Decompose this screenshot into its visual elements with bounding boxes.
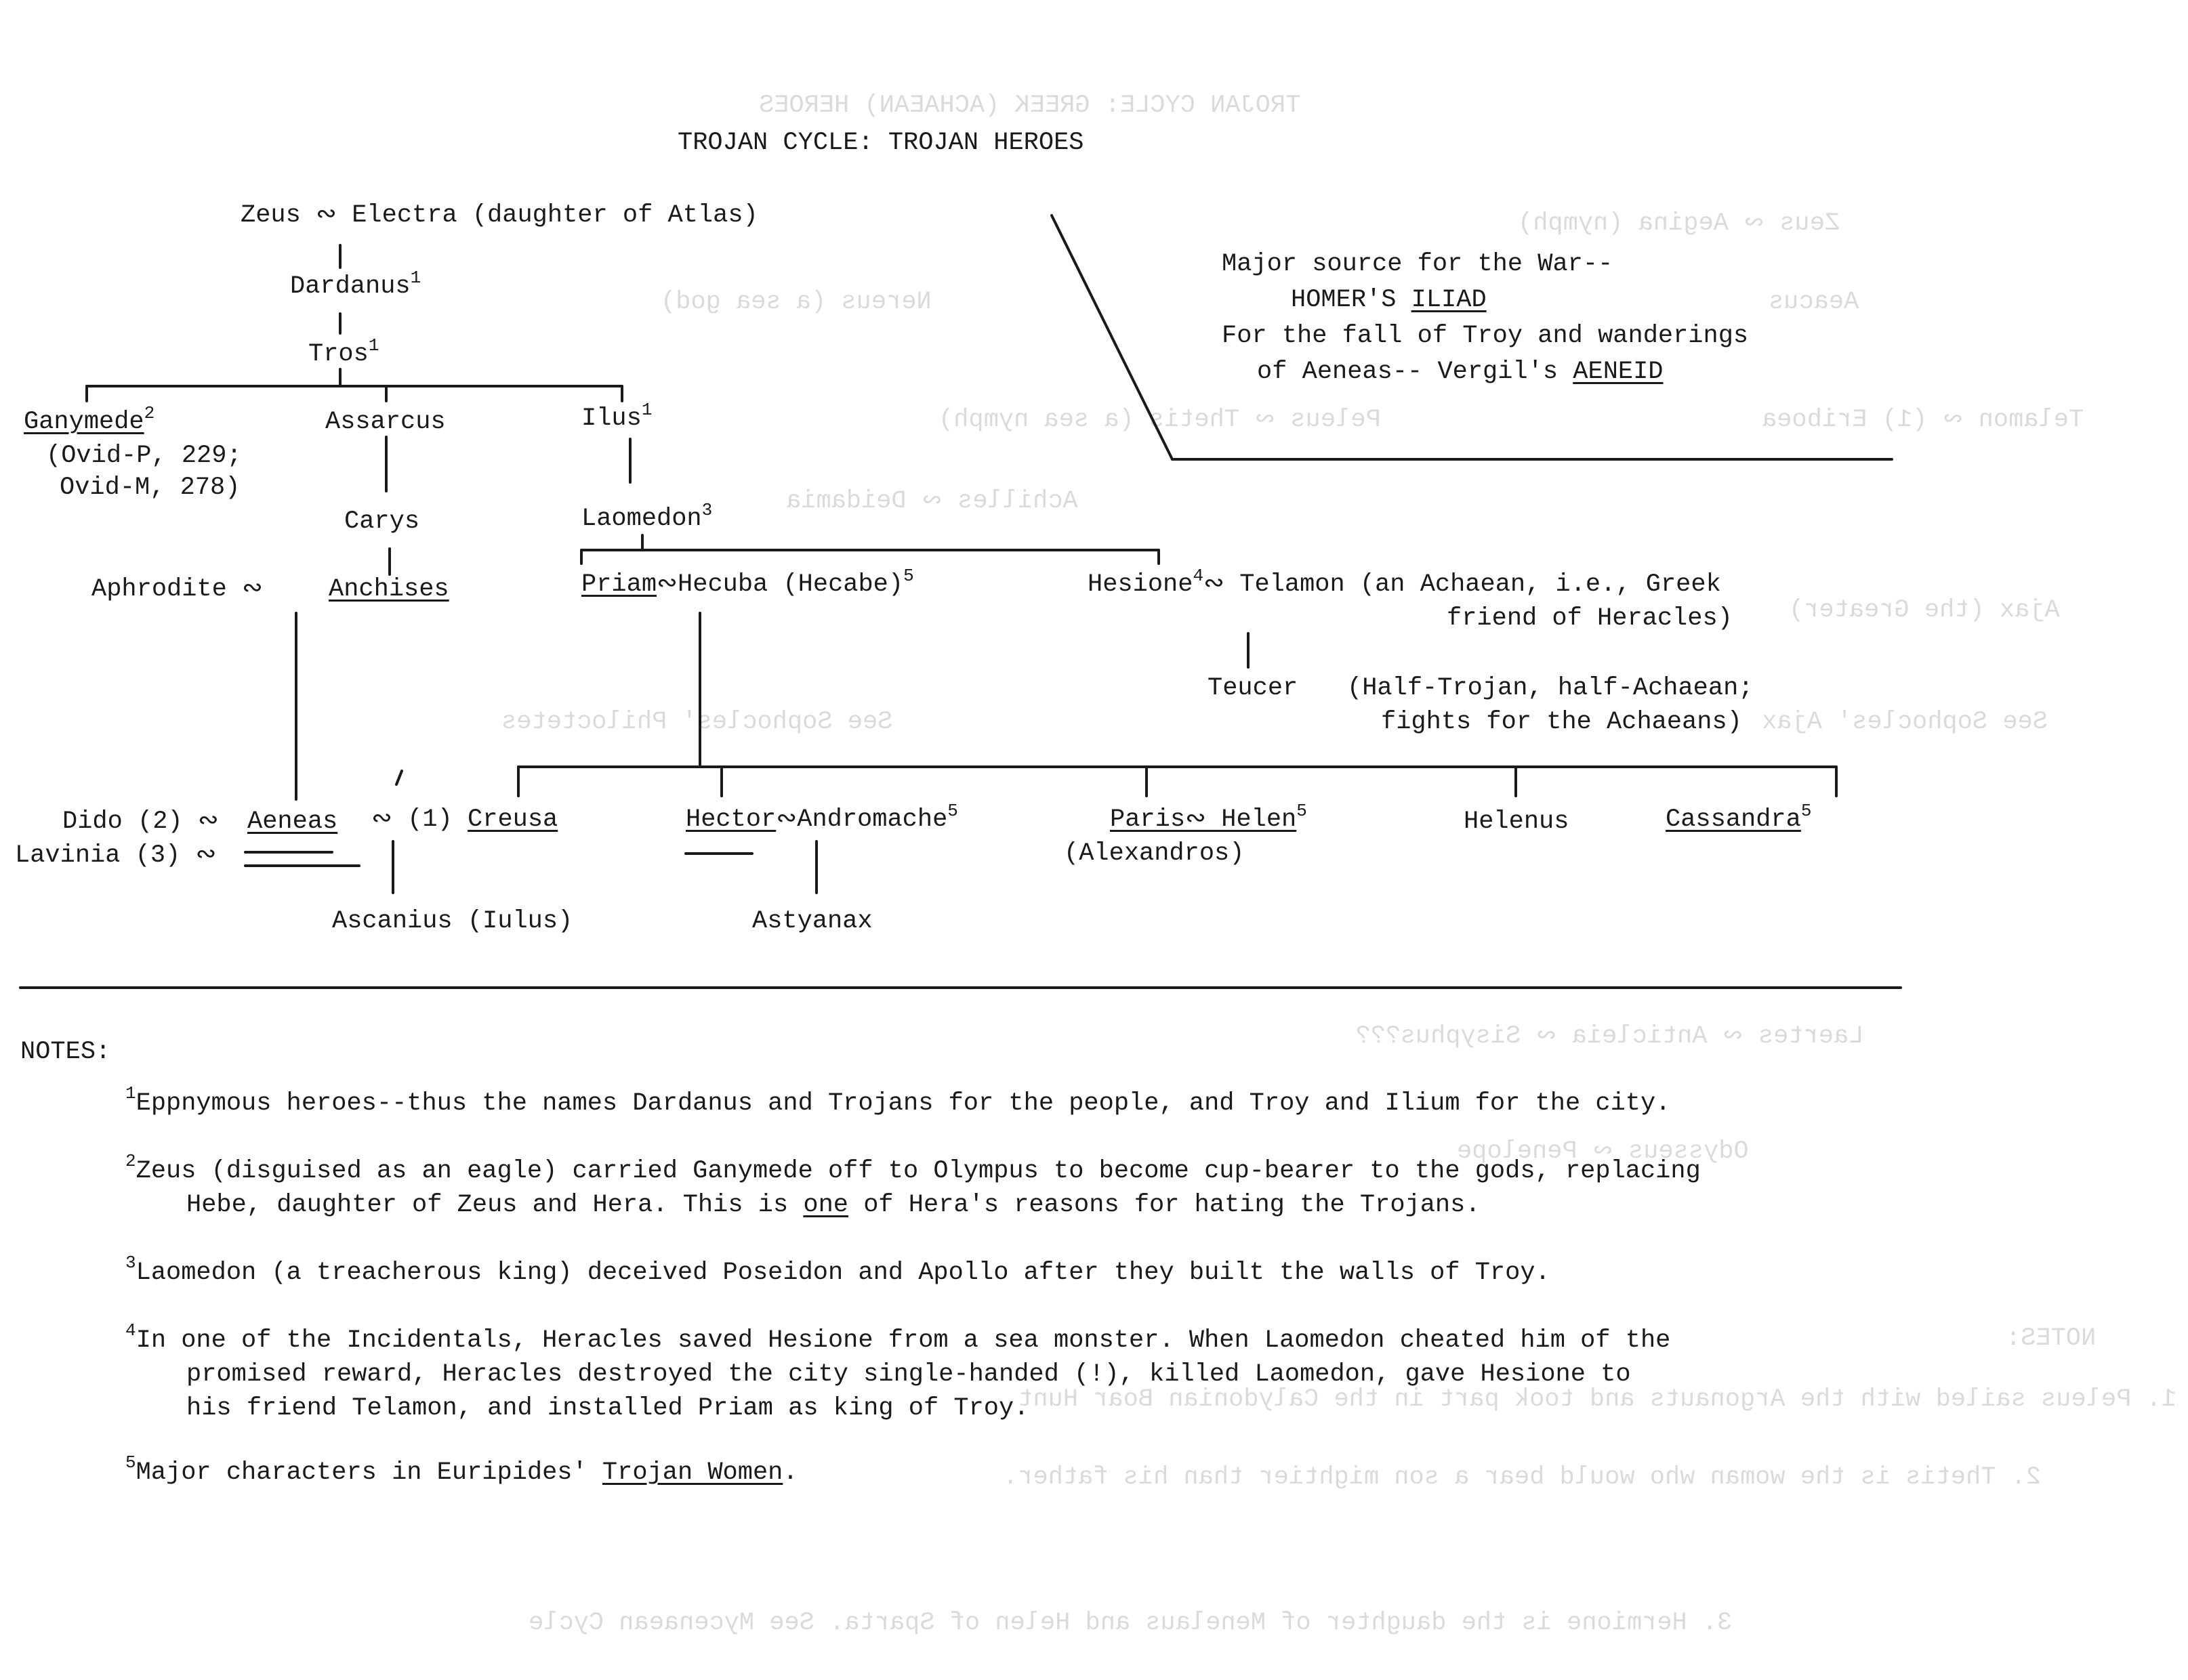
- node-ascanius: Ascanius (Iulus): [332, 907, 573, 936]
- source-line-1: Major source for the War--: [1222, 250, 1613, 278]
- node-teucer: Teucer: [1207, 674, 1298, 702]
- bleed-text: Ajax (the Greater): [1789, 596, 2060, 625]
- node-laomedon: Laomedon$^3$: [581, 500, 713, 533]
- bleed-title: TROJAN CYCLE: GREEK (ACHAEAN) HEROES: [759, 91, 1301, 120]
- bleed-text: 3. Hermione is the daughter of Menelaus and Helen of Sparta. See Mycenaean Cycle: [529, 1609, 1733, 1637]
- node-anchises: Anchises: [329, 575, 449, 604]
- node-andromache: ∾Andromache: [776, 805, 948, 834]
- bleed-text: Peleus ∾ Thetis (a sea nymph): [938, 406, 1381, 434]
- node-aeneas: Aeneas: [247, 807, 338, 836]
- node-paris: Paris: [1110, 805, 1186, 834]
- note-5: $^5$Major characters in Euripides' Trojan Women.: [125, 1452, 798, 1487]
- note-3: $^3$Laomedon (a treacherous king) deceived Poseidon and Apollo after they built the walls of Troy.: [125, 1253, 1550, 1287]
- node-ganymede: Ganymede$^2$: [24, 403, 155, 436]
- page-title: TROJAN CYCLE: TROJAN HEROES: [678, 129, 1084, 157]
- notes-heading: NOTES:: [20, 1038, 111, 1066]
- teucer-desc-2: fights for the Achaeans): [1381, 708, 1742, 736]
- source-line-3: For the fall of Troy and wanderings: [1222, 322, 1749, 350]
- bleed-text: NOTES:: [2006, 1324, 2097, 1353]
- bleed-text: Zeus ∾ Aegina (nymph): [1518, 209, 1840, 238]
- node-lavinia: Lavinia (3) ∾: [15, 841, 217, 870]
- node-priam-hecuba: [581, 566, 914, 599]
- node-astyanax: Astyanax: [752, 907, 873, 936]
- footnote-mark: 4: [1193, 566, 1204, 586]
- node-helenus: Helenus: [1464, 807, 1569, 836]
- node-hector-andromache: [686, 801, 958, 834]
- node-cassandra: Cassandra$^5$: [1666, 801, 1812, 834]
- node-carys: Carys: [344, 507, 420, 536]
- node-paris-helen: [1110, 801, 1307, 834]
- note-4: $^4$In one of the Incidentals, Heracles saved Hesione from a sea monster. When Laomedon cheated him of the promised reward, Heracles destroyed the city single-handed (!), killed Laomedon, gave Hesione to his friend Telamon, and installed Priam as king of Troy.: [125, 1320, 1671, 1423]
- node-assarcus: Assarcus: [325, 408, 446, 436]
- node-aphrodite: Aphrodite ∾: [91, 575, 264, 604]
- node-creusa: ∾ (1) Creusa: [371, 805, 558, 834]
- bleed-text: Laertes ∾ Anticleia ∾ Sisyphus???: [1355, 1022, 1864, 1051]
- ganymede-ref-2: Ovid-M, 278): [60, 474, 241, 502]
- node-hecuba: ∾Hecuba (Hecabe): [657, 570, 904, 599]
- node-telamon: ∾ Telamon (an Achaean, i.e., Greek: [1203, 570, 1721, 599]
- footnote-mark: 1: [641, 400, 653, 420]
- bleed-text: See Sophocles' Ajax: [1762, 708, 2048, 736]
- node-dardanus: Dardanus$^1$: [290, 268, 421, 301]
- source-line-4: of Aeneas-- Vergil's AENEID: [1257, 358, 1664, 386]
- node-hesione-telamon: [1088, 566, 1721, 599]
- bleed-text: Nereus (a sea god): [661, 288, 932, 316]
- telamon-desc: friend of Heracles): [1447, 604, 1733, 633]
- note-1: $^1$Eppnymous heroes--thus the names Dardanus and Trojans for the people, and Troy and Ilium for the city.: [125, 1083, 1671, 1118]
- bleed-text: Aeacus: [1769, 288, 1859, 316]
- node-tros: Tros$^1$: [308, 335, 379, 369]
- ganymede-ref-1: (Ovid-P, 229;: [46, 442, 242, 470]
- node-ilus: Ilus$^1$: [581, 400, 653, 433]
- footnote-mark: 5: [1296, 801, 1307, 821]
- node-zeus-electra: Zeus ∾ Electra (daughter of Atlas): [241, 201, 758, 230]
- source-line-2: HOMER'S ILIAD: [1291, 286, 1487, 314]
- footnote-mark: 1: [410, 268, 421, 288]
- footnote-mark: 5: [947, 801, 958, 821]
- node-priam: Priam: [581, 570, 657, 599]
- bleed-text: Achilles ∾ Deidamia: [786, 487, 1078, 516]
- footnote-mark: 2: [144, 403, 155, 423]
- node-hesione: Hesione: [1088, 570, 1193, 599]
- note-2: $^2$Zeus (disguised as an eagle) carried Ganymede off to Olympus to become cup-bearer to the gods, replacing Hebe, daughter of Zeus and Hera. This is one of Hera's reasons for hating the Trojans.: [125, 1151, 1701, 1219]
- teucer-desc-1: (Half-Trojan, half-Achaean;: [1347, 674, 1754, 702]
- node-helen: ∾ Helen: [1185, 805, 1297, 834]
- footnote-mark: 3: [701, 500, 713, 520]
- node-hector: Hector: [686, 805, 777, 834]
- bleed-text: 2. Thetis is the woman who would bear a son mightier than his father.: [1003, 1463, 2042, 1492]
- footnote-mark: 1: [368, 335, 379, 356]
- iliad-title: ILIAD: [1411, 286, 1487, 314]
- paris-alt-name: (Alexandros): [1064, 839, 1245, 868]
- footnote-mark: 5: [1800, 801, 1812, 821]
- aeneid-title: AENEID: [1573, 358, 1664, 386]
- bleed-text: Telamon ∾ (1) Eriboea: [1762, 406, 2084, 434]
- bleed-text: See Sophocles' Philoctetes: [501, 708, 893, 736]
- footnote-mark: 5: [903, 566, 914, 586]
- node-dido: Dido (2) ∾: [62, 807, 219, 836]
- bleed-text: Odysseus ∾ Penelope: [1457, 1137, 1749, 1166]
- bleed-text: 1. Peleus sailed with the Argonauts and took part in the Calydonian Boar Hunt.: [1003, 1385, 2176, 1414]
